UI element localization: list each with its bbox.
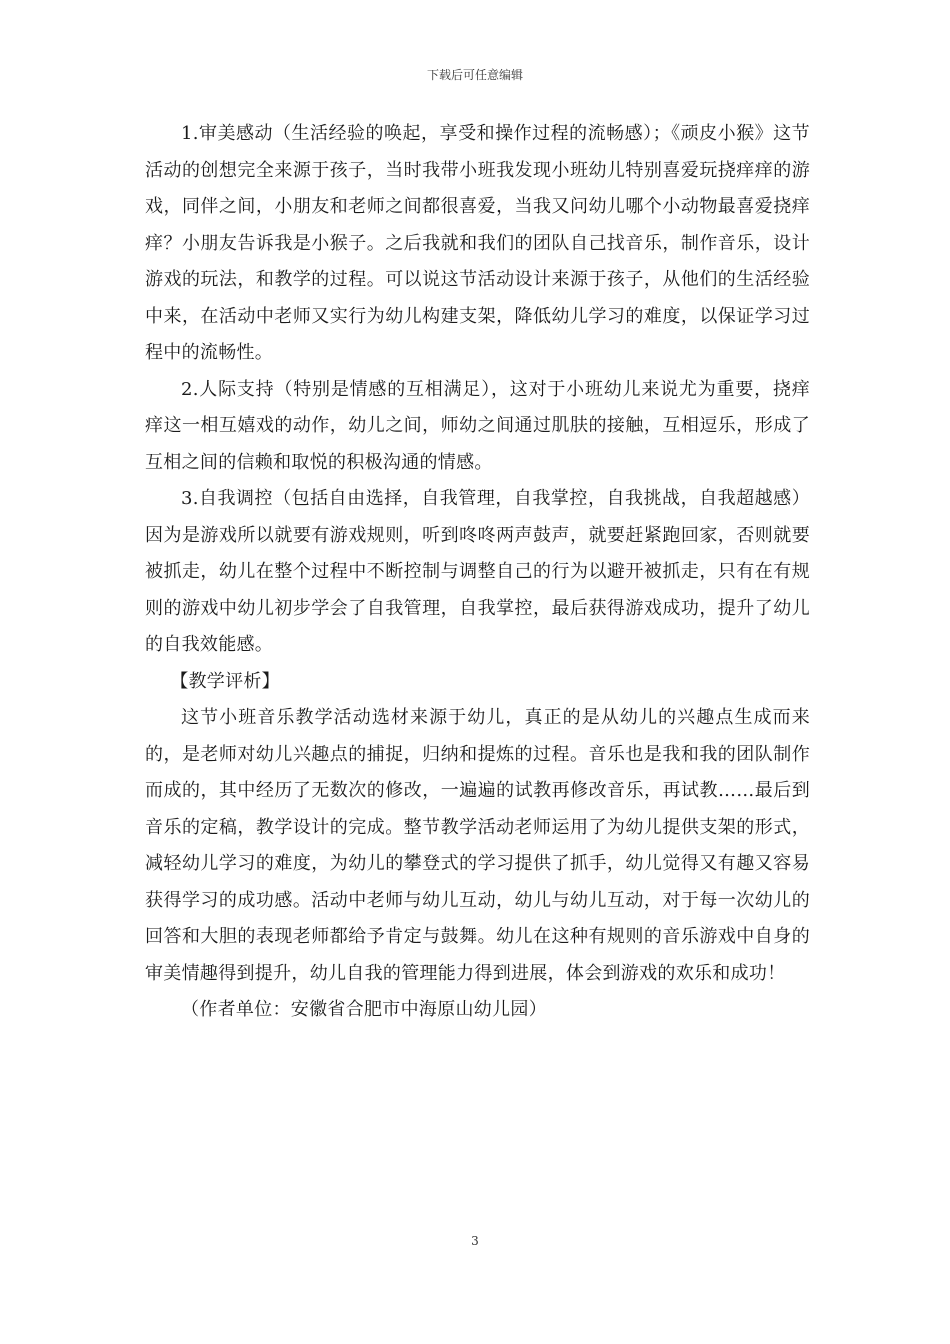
paragraph-evaluation: 这节小班音乐教学活动选材来源于幼儿，真正的是从幼儿的兴趣点生成而来的，是老师对幼儿兴趣点的捕捉，归纳和提炼的过程。音乐也是我和我的团队制作而成的，其中经历了无数次的修改，一遍遍的试教再修改音乐，再试教……最后到音乐的定稿，教学设计的完成。整节教学活动老师运用了为幼儿提供支架的形式，减轻幼儿学习的难度，为幼儿的攀登式的学习提供了抓手，幼儿觉得又有趣又容易获得学习的成功感。活动中老师与幼儿互动，幼儿与幼儿互动，对于每一次幼儿的回答和大胆的表现老师都给予肯定与鼓舞。幼儿在这种有规则的音乐游戏中自身的审美情趣得到提升，幼儿自我的管理能力得到进展，体会到游戏的欢乐和成功！	[145, 707, 810, 984]
page-number: 3	[471, 1234, 479, 1248]
paragraph-aesthetic: 1.审美感动（生活经验的唤起，享受和操作过程的流畅感）；《顽皮小猴》这节活动的创想完全来源于孩子，当时我带小班我发现小班幼儿特别喜爱玩挠痒痒的游戏，同伴之间，小朋友和老师之间都很喜爱，当我又问幼儿哪个小动物最喜爱挠痒痒？小朋友告诉我是小猴子。之后我就和我们的团队自己找音乐，制作音乐，设计游戏的玩法，和教学的过程。可以说这节活动设计来源于孩子，从他们的生活经验中来，在活动中老师又实行为幼儿构建支架，降低幼儿学习的难度，以保证学习过程中的流畅性。	[145, 123, 810, 363]
author-affiliation: （作者单位：安徽省合肥市中海原山幼儿园）	[181, 999, 547, 1020]
page-header-note: 下载后可任意编辑	[426, 68, 523, 82]
paragraph-interpersonal: 2.人际支持（特别是情感的互相满足），这对于小班幼儿来说尤为重要，挠痒痒这一相互嬉戏的动作，幼儿之间，师幼之间通过肌肤的接触，互相逗乐，形成了互相之间的信赖和取悦的积极沟通的情感。	[145, 378, 810, 473]
section-heading: 【教学评析】	[170, 670, 280, 692]
document-body	[145, 116, 810, 1029]
paragraph-self-regulation: 3.自我调控（包括自由选择，自我管理，自我掌控，自我挑战，自我超越感）因为是游戏所以就要有游戏规则，听到咚咚两声鼓声，就要赶紧跑回家，否则就要被抓走，幼儿在整个过程中不断控制与调整自己的行为以避开被抓走，只有在有规则的游戏中幼儿初步学会了自我管理，自我掌控，最后获得游戏成功，提升了幼儿的自我效能感。	[145, 488, 810, 655]
